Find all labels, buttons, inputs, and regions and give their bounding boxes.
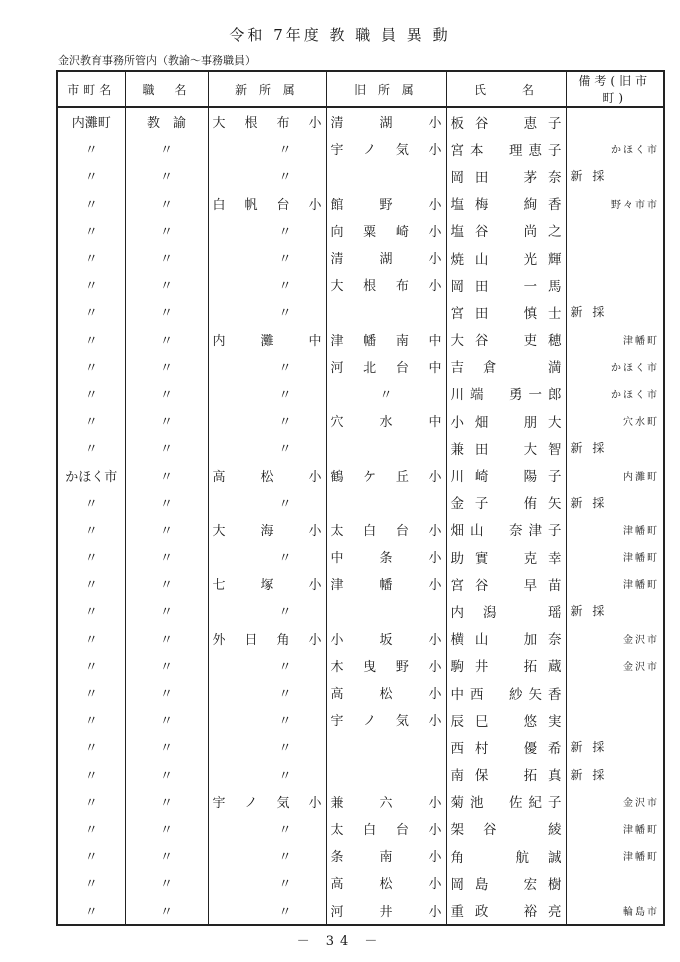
- cell-name: 助實 克幸: [446, 543, 566, 570]
- cell-city: 〃: [57, 706, 125, 733]
- cell-name: 辰巳 悠実: [446, 706, 566, 733]
- cell-notes: [566, 516, 664, 543]
- cell-old-school: [326, 162, 446, 189]
- new-hire-label: 新 採: [570, 169, 608, 184]
- cell-new-school: 〃: [208, 815, 326, 842]
- cell-name: 架谷 綾: [446, 815, 566, 842]
- cell-name: 内潟 瑶: [446, 597, 566, 624]
- cell-name: 菊池 佐紀子: [446, 788, 566, 815]
- cell-position: 〃: [125, 815, 208, 842]
- table-row: [57, 543, 664, 570]
- cell-city: 〃: [57, 842, 125, 869]
- cell-position: 〃: [125, 896, 208, 924]
- cell-city: 〃: [57, 516, 125, 543]
- cell-position: 〃: [125, 217, 208, 244]
- table-row: [57, 625, 664, 652]
- previous-city-label: 津幡町: [623, 824, 659, 836]
- cell-new-school: 〃: [208, 597, 326, 624]
- cell-notes: [566, 434, 664, 461]
- header-city: 市町名: [57, 71, 125, 107]
- cell-position: 〃: [125, 271, 208, 298]
- table-row: [57, 326, 664, 353]
- cell-new-school: 宇ノ気小: [208, 788, 326, 815]
- table-row: [57, 244, 664, 271]
- cell-new-school: 〃: [208, 380, 326, 407]
- table-row: [57, 706, 664, 733]
- cell-notes: [566, 788, 664, 815]
- cell-old-school: 木曳野小: [326, 652, 446, 679]
- previous-city-label: 津幡町: [623, 335, 659, 347]
- table-row: [57, 298, 664, 325]
- header-notes: 備考(旧市町): [566, 71, 664, 107]
- cell-new-school: 〃: [208, 162, 326, 189]
- cell-notes: [566, 733, 664, 760]
- cell-city: 〃: [57, 543, 125, 570]
- cell-notes: [566, 190, 664, 217]
- cell-new-school: 〃: [208, 733, 326, 760]
- table-row: [57, 107, 664, 135]
- cell-position: 〃: [125, 489, 208, 516]
- cell-new-school: 外日角小: [208, 625, 326, 652]
- cell-new-school: 〃: [208, 543, 326, 570]
- cell-new-school: 〃: [208, 489, 326, 516]
- cell-position: 〃: [125, 298, 208, 325]
- cell-city: 内灘町: [57, 107, 125, 135]
- cell-name: 塩梅 絢香: [446, 190, 566, 217]
- cell-notes: [566, 706, 664, 733]
- cell-city: 〃: [57, 815, 125, 842]
- table-row: [57, 162, 664, 189]
- cell-new-school: 〃: [208, 842, 326, 869]
- cell-old-school: 宇ノ気小: [326, 135, 446, 162]
- cell-new-school: 七塚小: [208, 570, 326, 597]
- cell-position: 〃: [125, 869, 208, 896]
- cell-name: 駒井 拓蔵: [446, 652, 566, 679]
- cell-notes: [566, 597, 664, 624]
- cell-position: 〃: [125, 162, 208, 189]
- cell-position: 〃: [125, 761, 208, 788]
- previous-city-label: かほく市: [611, 362, 659, 374]
- table-row: [57, 135, 664, 162]
- cell-name: 川崎 陽子: [446, 461, 566, 488]
- new-hire-label: 新 採: [570, 767, 608, 782]
- cell-position: 〃: [125, 842, 208, 869]
- previous-city-label: 金沢市: [623, 661, 659, 673]
- table-row: [57, 271, 664, 298]
- cell-notes: [566, 407, 664, 434]
- cell-old-school: [326, 489, 446, 516]
- cell-notes: [566, 217, 664, 244]
- cell-name: 宮谷 早苗: [446, 570, 566, 597]
- cell-notes: [566, 107, 664, 135]
- previous-city-label: 金沢市: [623, 797, 659, 809]
- page-title: 令和 7年度 教 職 員 異 動: [229, 26, 451, 44]
- cell-city: 〃: [57, 625, 125, 652]
- cell-city: 〃: [57, 652, 125, 679]
- transfer-table: [56, 70, 665, 926]
- cell-city: 〃: [57, 271, 125, 298]
- header-name: 氏 名: [446, 71, 566, 107]
- cell-old-school: 穴水中: [326, 407, 446, 434]
- cell-name: 吉倉 満: [446, 353, 566, 380]
- cell-city: 〃: [57, 407, 125, 434]
- previous-city-label: 金沢市: [623, 634, 659, 646]
- cell-old-school: [326, 434, 446, 461]
- cell-name: 宮本 理恵子: [446, 135, 566, 162]
- cell-name: 西村 優希: [446, 733, 566, 760]
- new-hire-label: 新 採: [570, 604, 608, 619]
- cell-city: 〃: [57, 353, 125, 380]
- previous-city-label: かほく市: [611, 389, 659, 401]
- cell-new-school: 高松小: [208, 461, 326, 488]
- new-hire-label: 新 採: [570, 305, 608, 320]
- cell-position: 〃: [125, 380, 208, 407]
- new-hire-label: 新 採: [570, 441, 608, 456]
- cell-position: 〃: [125, 516, 208, 543]
- cell-old-school: [326, 298, 446, 325]
- cell-notes: [566, 244, 664, 271]
- cell-notes: [566, 380, 664, 407]
- cell-city: かほく市: [57, 461, 125, 488]
- cell-new-school: 〃: [208, 652, 326, 679]
- cell-position: 〃: [125, 434, 208, 461]
- cell-name: 岡田 一馬: [446, 271, 566, 298]
- cell-old-school: [326, 761, 446, 788]
- cell-name: 焼山 光輝: [446, 244, 566, 271]
- cell-notes: [566, 869, 664, 896]
- cell-new-school: 〃: [208, 761, 326, 788]
- cell-name: 大谷 吏穂: [446, 326, 566, 353]
- table-row: [57, 652, 664, 679]
- cell-notes: [566, 271, 664, 298]
- previous-city-label: 津幡町: [623, 852, 659, 864]
- cell-position: 〃: [125, 407, 208, 434]
- cell-new-school: 〃: [208, 434, 326, 461]
- cell-new-school: 〃: [208, 271, 326, 298]
- cell-city: 〃: [57, 326, 125, 353]
- previous-city-label: 野々市市: [611, 199, 659, 211]
- table-row: [57, 842, 664, 869]
- cell-old-school: 津幡小: [326, 570, 446, 597]
- table-row: [57, 570, 664, 597]
- cell-position: 〃: [125, 597, 208, 624]
- cell-position: 教 諭: [125, 107, 208, 135]
- cell-notes: [566, 761, 664, 788]
- cell-name: 畑山 奈津子: [446, 516, 566, 543]
- cell-old-school: 清湖小: [326, 244, 446, 271]
- previous-city-label: かほく市: [611, 145, 659, 157]
- cell-old-school: 河北台中: [326, 353, 446, 380]
- table-header-row: [57, 71, 664, 107]
- cell-city: 〃: [57, 162, 125, 189]
- cell-name: 重政 裕亮: [446, 896, 566, 924]
- new-hire-label: 新 採: [570, 740, 608, 755]
- cell-new-school: 〃: [208, 298, 326, 325]
- cell-position: 〃: [125, 543, 208, 570]
- cell-city: 〃: [57, 135, 125, 162]
- cell-new-school: 内灘中: [208, 326, 326, 353]
- cell-city: 〃: [57, 788, 125, 815]
- cell-old-school: 館野小: [326, 190, 446, 217]
- cell-old-school: 中条小: [326, 543, 446, 570]
- cell-name: 川端 勇一郎: [446, 380, 566, 407]
- cell-notes: [566, 842, 664, 869]
- cell-position: 〃: [125, 570, 208, 597]
- table-row: [57, 407, 664, 434]
- cell-name: 小畑 朋大: [446, 407, 566, 434]
- cell-old-school: 鶴ケ丘小: [326, 461, 446, 488]
- cell-old-school: 向粟崎小: [326, 217, 446, 244]
- cell-position: 〃: [125, 135, 208, 162]
- cell-city: 〃: [57, 570, 125, 597]
- cell-new-school: 〃: [208, 869, 326, 896]
- cell-position: 〃: [125, 244, 208, 271]
- cell-position: 〃: [125, 679, 208, 706]
- table-row: [57, 353, 664, 380]
- cell-old-school: 条南小: [326, 842, 446, 869]
- cell-position: 〃: [125, 625, 208, 652]
- cell-notes: [566, 652, 664, 679]
- cell-name: 南保 拓真: [446, 761, 566, 788]
- cell-name: 板谷 恵子: [446, 107, 566, 135]
- cell-notes: [566, 489, 664, 516]
- cell-notes: [566, 543, 664, 570]
- cell-position: 〃: [125, 326, 208, 353]
- cell-city: 〃: [57, 869, 125, 896]
- cell-new-school: 大海小: [208, 516, 326, 543]
- cell-old-school: 太白台小: [326, 815, 446, 842]
- table-row: [57, 761, 664, 788]
- table-row: [57, 461, 664, 488]
- cell-old-school: 大根布小: [326, 271, 446, 298]
- table-row: [57, 896, 664, 924]
- cell-new-school: 大根布小: [208, 107, 326, 135]
- cell-notes: [566, 896, 664, 924]
- cell-new-school: 〃: [208, 896, 326, 924]
- cell-new-school: 〃: [208, 135, 326, 162]
- cell-city: 〃: [57, 434, 125, 461]
- table-row: [57, 190, 664, 217]
- cell-city: 〃: [57, 244, 125, 271]
- cell-position: 〃: [125, 788, 208, 815]
- table-row: [57, 380, 664, 407]
- cell-city: 〃: [57, 380, 125, 407]
- cell-name: 横山 加奈: [446, 625, 566, 652]
- cell-position: 〃: [125, 733, 208, 760]
- cell-old-school: 津幡南中: [326, 326, 446, 353]
- cell-city: 〃: [57, 733, 125, 760]
- table-row: [57, 489, 664, 516]
- cell-city: 〃: [57, 217, 125, 244]
- cell-new-school: 〃: [208, 407, 326, 434]
- cell-old-school: 河井小: [326, 896, 446, 924]
- cell-new-school: 〃: [208, 353, 326, 380]
- cell-position: 〃: [125, 652, 208, 679]
- cell-city: 〃: [57, 597, 125, 624]
- page-number: － 34 －: [296, 934, 384, 949]
- header-new-school: 新 所 属: [208, 71, 326, 107]
- previous-city-label: 津幡町: [623, 580, 659, 592]
- cell-city: 〃: [57, 679, 125, 706]
- table-row: [57, 434, 664, 461]
- cell-position: 〃: [125, 190, 208, 217]
- table-row: [57, 217, 664, 244]
- cell-name: 金子 侑矢: [446, 489, 566, 516]
- table-row: [57, 788, 664, 815]
- previous-city-label: 輪島市: [623, 906, 659, 918]
- cell-city: 〃: [57, 489, 125, 516]
- cell-new-school: 白帆台小: [208, 190, 326, 217]
- cell-notes: [566, 679, 664, 706]
- previous-city-label: 津幡町: [623, 553, 659, 565]
- table-row: [57, 597, 664, 624]
- cell-name: 中西 紗矢香: [446, 679, 566, 706]
- cell-name: 宮田 慎士: [446, 298, 566, 325]
- cell-name: 塩谷 尚之: [446, 217, 566, 244]
- cell-notes: [566, 298, 664, 325]
- table-row: [57, 516, 664, 543]
- cell-position: 〃: [125, 706, 208, 733]
- cell-city: 〃: [57, 761, 125, 788]
- cell-notes: [566, 135, 664, 162]
- new-hire-label: 新 採: [570, 495, 608, 510]
- cell-old-school: 〃: [326, 380, 446, 407]
- previous-city-label: 津幡町: [623, 525, 659, 537]
- cell-old-school: [326, 597, 446, 624]
- cell-old-school: 兼六小: [326, 788, 446, 815]
- table-row: [57, 733, 664, 760]
- cell-new-school: 〃: [208, 679, 326, 706]
- cell-city: 〃: [57, 896, 125, 924]
- cell-notes: [566, 815, 664, 842]
- cell-old-school: 小坂小: [326, 625, 446, 652]
- cell-position: 〃: [125, 353, 208, 380]
- cell-old-school: 高松小: [326, 679, 446, 706]
- table-row: [57, 815, 664, 842]
- cell-notes: [566, 162, 664, 189]
- table-row: [57, 869, 664, 896]
- cell-name: 岡島 宏樹: [446, 869, 566, 896]
- cell-notes: [566, 326, 664, 353]
- cell-old-school: 清湖小: [326, 107, 446, 135]
- previous-city-label: 穴水町: [623, 417, 659, 429]
- section-subtitle: 金沢教育事務所管内（教諭～事務職員）: [58, 54, 256, 67]
- cell-position: 〃: [125, 461, 208, 488]
- cell-name: 角 航誠: [446, 842, 566, 869]
- cell-city: 〃: [57, 298, 125, 325]
- cell-notes: [566, 625, 664, 652]
- cell-notes: [566, 353, 664, 380]
- cell-notes: [566, 570, 664, 597]
- previous-city-label: 内灘町: [623, 471, 659, 483]
- cell-notes: [566, 461, 664, 488]
- header-old-school: 旧 所 属: [326, 71, 446, 107]
- cell-new-school: 〃: [208, 217, 326, 244]
- cell-city: 〃: [57, 190, 125, 217]
- cell-name: 兼田 大智: [446, 434, 566, 461]
- header-position: 職 名: [125, 71, 208, 107]
- cell-old-school: 高松小: [326, 869, 446, 896]
- cell-old-school: [326, 733, 446, 760]
- cell-old-school: 太白台小: [326, 516, 446, 543]
- cell-old-school: 宇ノ気小: [326, 706, 446, 733]
- cell-new-school: 〃: [208, 706, 326, 733]
- cell-new-school: 〃: [208, 244, 326, 271]
- cell-name: 岡田 茅奈: [446, 162, 566, 189]
- table-row: [57, 679, 664, 706]
